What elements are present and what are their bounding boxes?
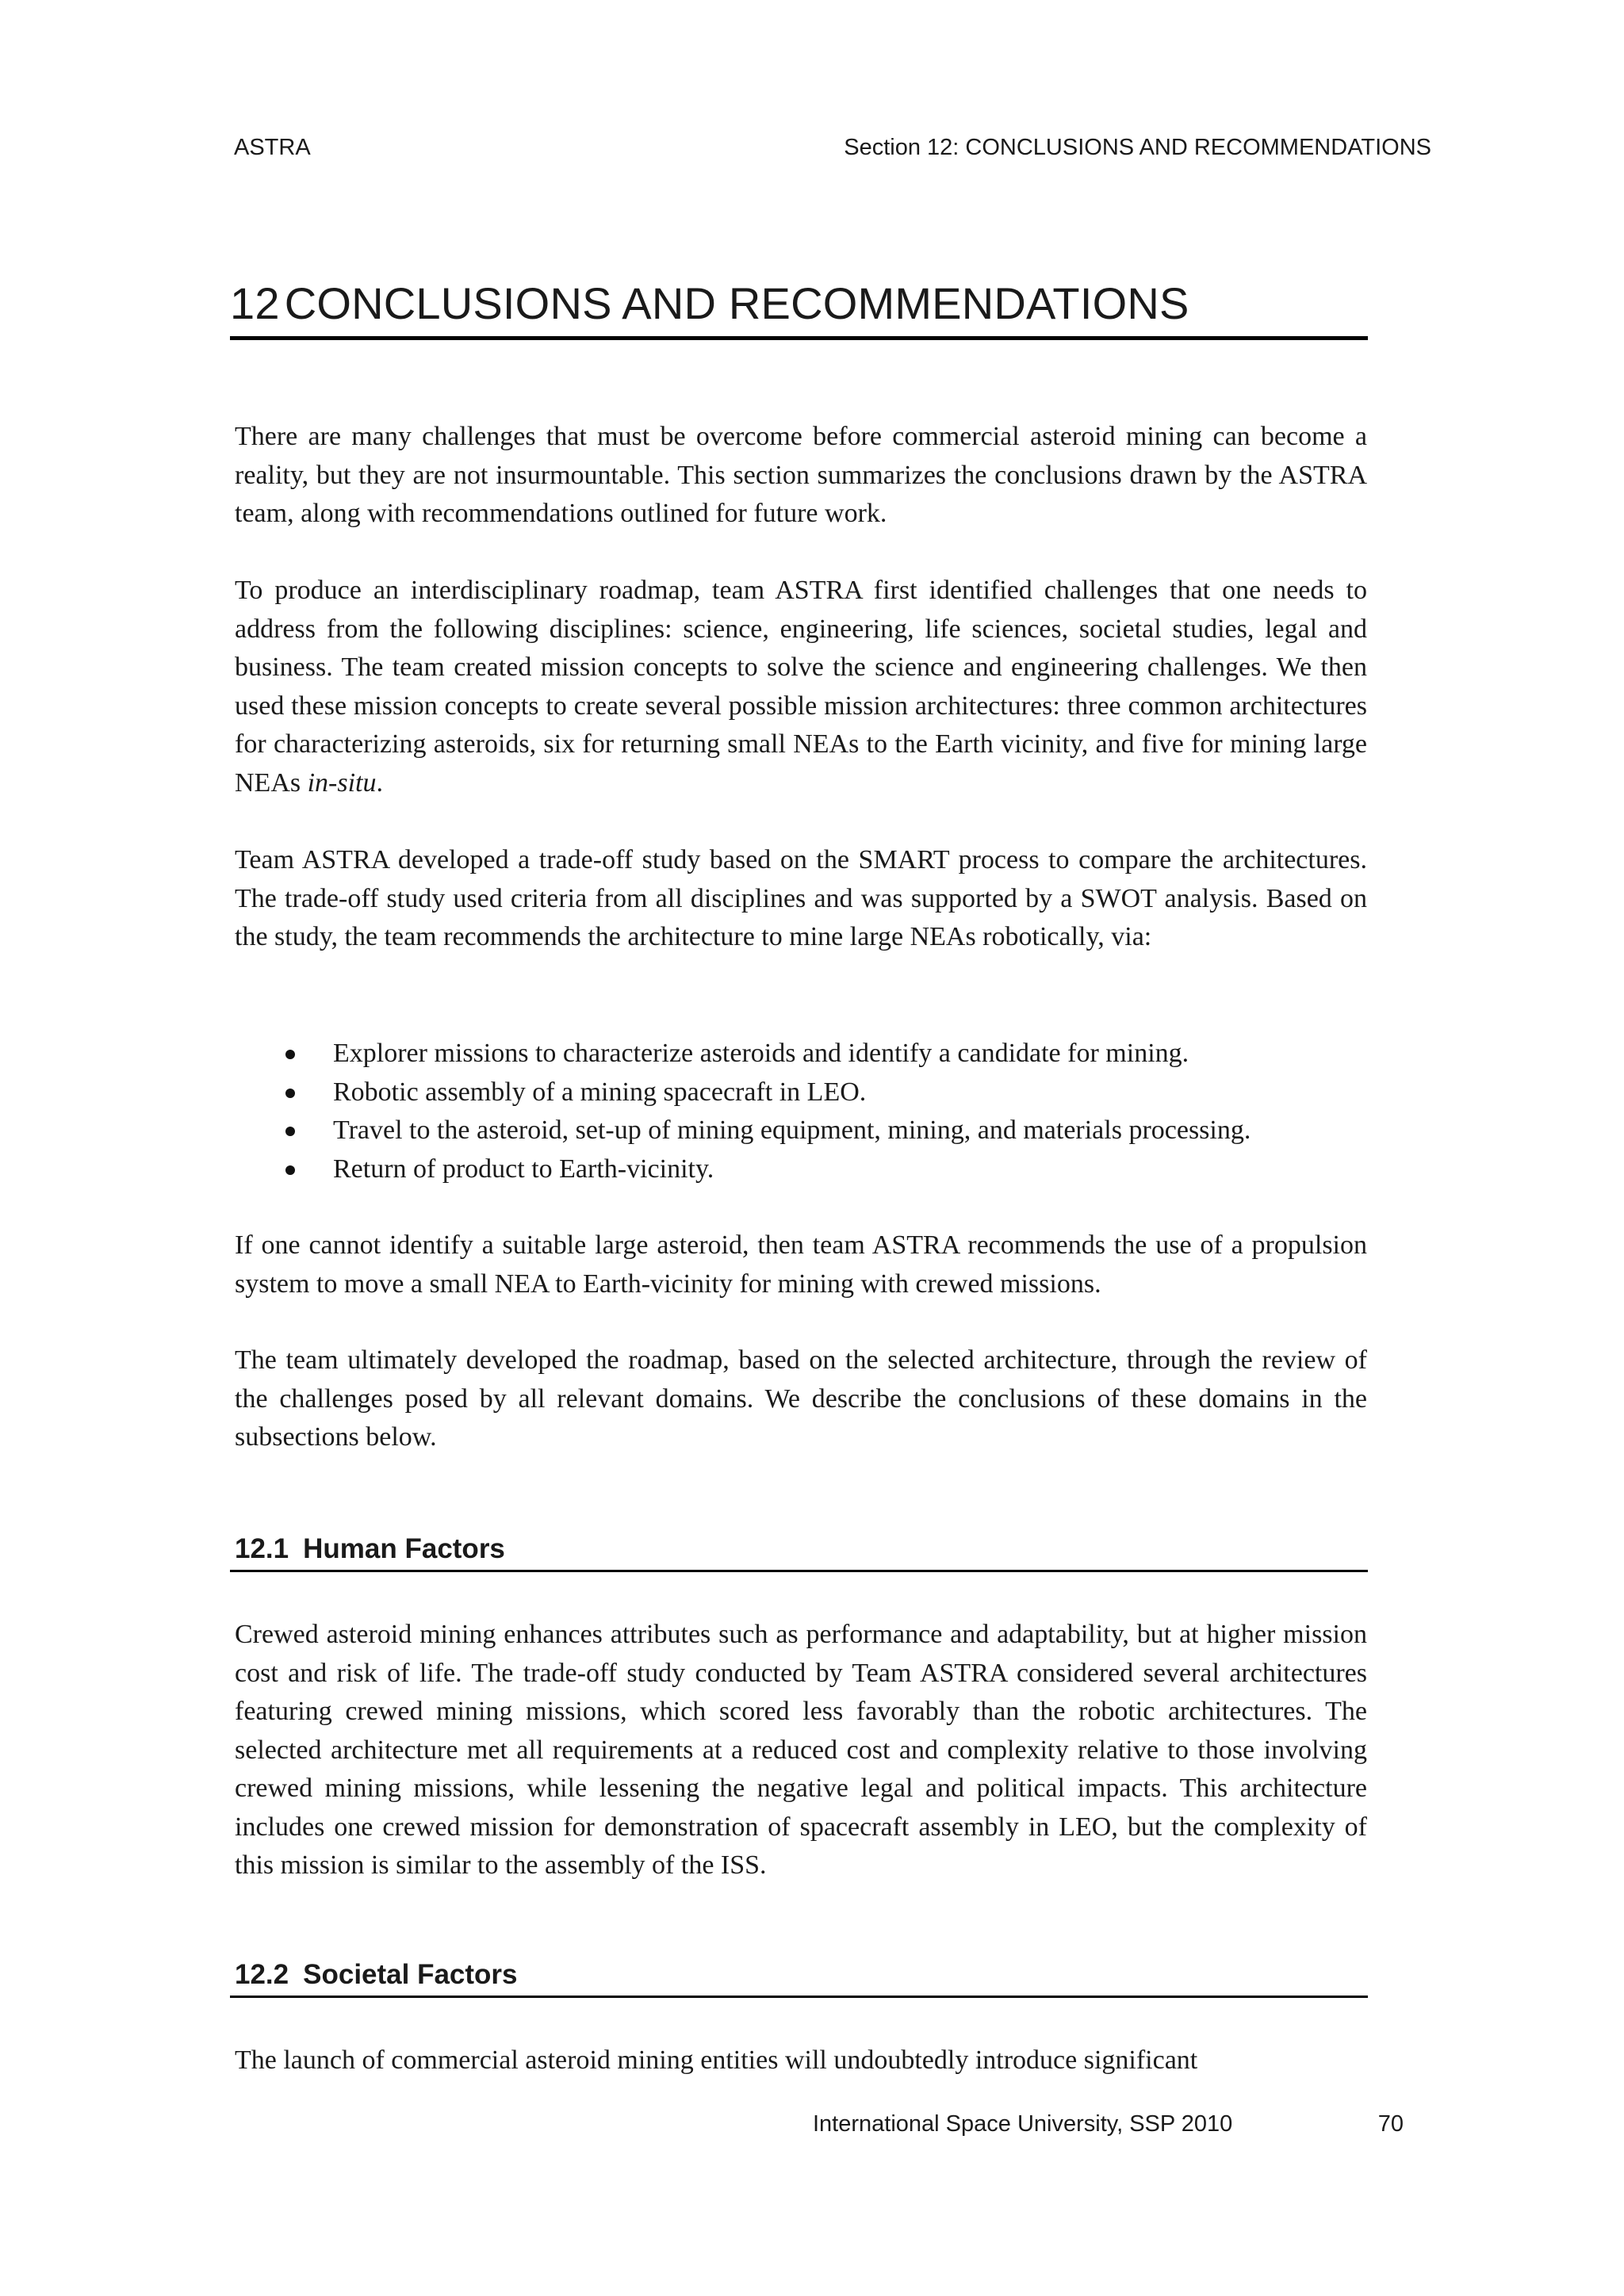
intro-paragraph-2-end: . bbox=[376, 767, 384, 798]
list-item-text: Return of product to Earth-vicinity. bbox=[333, 1154, 714, 1184]
list-item bbox=[235, 1035, 1367, 1073]
footer-organization: International Space University, SSP 2010 bbox=[813, 2111, 1233, 2137]
page-number: 70 bbox=[1377, 2111, 1404, 2137]
intro-paragraph-5: The team ultimately developed the roadmap, based on the selected architecture, through the review of the challenges posed by all relevant domains. We describe the conclusions of these domains in the subsections below. bbox=[235, 1345, 1367, 1452]
section-number: 12.2 bbox=[235, 1959, 289, 1990]
chapter-title-text: CONCLUSIONS AND RECOMMENDATIONS bbox=[284, 278, 1189, 328]
section-title: Societal Factors bbox=[303, 1959, 518, 1990]
list-item bbox=[235, 1073, 1367, 1112]
header-right: Section 12: CONCLUSIONS AND RECOMMENDATIONS bbox=[844, 135, 1431, 160]
section-heading-human-factors bbox=[230, 1532, 1368, 1572]
intro-paragraph-2-italic: in-situ bbox=[307, 767, 377, 798]
bullet-icon bbox=[285, 1165, 295, 1175]
societal-factors-paragraph: The launch of commercial asteroid mining entities will undoubtedly introduce significant bbox=[235, 2045, 1198, 2075]
bullet-icon bbox=[285, 1127, 295, 1136]
running-header bbox=[234, 135, 1431, 166]
bullet-icon bbox=[285, 1089, 295, 1098]
list-item-text: Explorer missions to characterize asteroids and identify a candidate for mining. bbox=[333, 1039, 1189, 1068]
intro-paragraph-4: If one cannot identify a suitable large asteroid, then team ASTRA recommends the use of a propulsion system to move a small NEA to Earth-vicinity for mining with crewed missions. bbox=[235, 1230, 1367, 1299]
section-number: 12.1 bbox=[235, 1533, 289, 1564]
bullet-icon bbox=[285, 1050, 295, 1059]
human-factors-paragraph: Crewed asteroid mining enhances attributes such as performance and adaptability, but at higher mission cost and risk of life. The trade-off study conducted by Team ASTRA considered several architectures featuring crewed mining missions, which scored less favorably than the robotic architectures. The selected architecture met all requirements at a reduced cost and complexity relative to those involving crewed mining missions, while lessening the negative legal and political impacts. This architecture includes one crewed mission for demonstration of spacecraft assembly in LEO, but the complexity of this mission is similar to the assembly of the ISS. bbox=[235, 1620, 1367, 1880]
chapter-number: 12 bbox=[230, 278, 280, 328]
list-item-text: Travel to the asteroid, set-up of mining equipment, mining, and materials processing. bbox=[333, 1115, 1251, 1145]
intro-paragraph-3: Team ASTRA developed a trade-off study based on the SMART process to compare the architectures. The trade-off study used criteria from all disciplines and was supported by a SWOT analysis. Based on the study, the team recommends the architecture to mine large NEAs robotically, via: bbox=[235, 845, 1367, 951]
list-item-text: Robotic assembly of a mining spacecraft in LEO. bbox=[333, 1077, 867, 1107]
intro-paragraph-2 bbox=[235, 572, 1367, 802]
recommendation-list bbox=[235, 1035, 1367, 1188]
section-heading-societal-factors bbox=[230, 1957, 1368, 1998]
intro-paragraph-2-main: To produce an interdisciplinary roadmap, team ASTRA first identified challenges that one needs to address from the following disciplines: science, engineering, life sciences, societal studies, legal and business. The team created mission concepts to solve the science and engineering challenges. We then used these mission concepts to create several possible mission architectures: three common architectures for characterizing asteroids, six for returning small NEAs to the Earth vicinity, and five for mining large NEAs bbox=[235, 576, 1367, 798]
list-item bbox=[235, 1150, 1367, 1189]
chapter-title bbox=[230, 276, 1368, 340]
section-title: Human Factors bbox=[303, 1533, 505, 1564]
list-item bbox=[235, 1112, 1367, 1150]
intro-paragraph-1: There are many challenges that must be overcome before commercial asteroid mining can become a reality, but they are not insurmountable. This section summarizes the conclusions drawn by the ASTRA team, along with recommendations outlined for future work. bbox=[235, 422, 1367, 528]
header-left: ASTRA bbox=[234, 135, 311, 160]
page-footer bbox=[813, 2111, 1404, 2143]
